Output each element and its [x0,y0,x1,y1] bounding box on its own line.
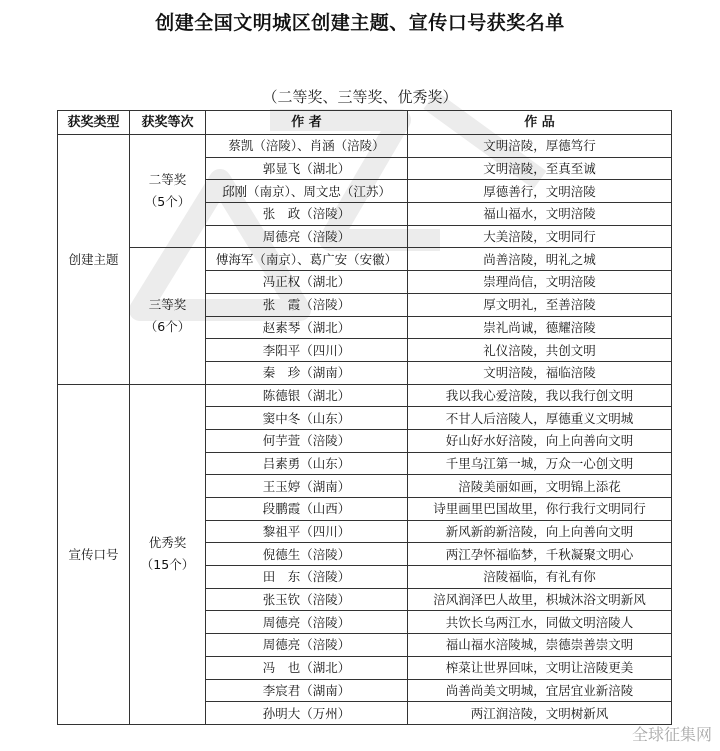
work-cell: 福山福水，文明涪陵 [408,203,672,226]
work-cell: 文明涪陵，至真至诚 [408,157,672,180]
header-award-grade: 获奖等次 [130,111,206,135]
author-cell: 郭显飞（湖北） [206,157,408,180]
author-cell: 周德亮（涪陵） [206,225,408,248]
work-cell: 千里乌江第一城，万众一心创文明 [408,452,672,475]
author-cell: 黎祖平（四川） [206,520,408,543]
header-award-type: 获奖类型 [58,111,130,135]
table-row [58,135,672,158]
author-cell: 李阳平（四川） [206,339,408,362]
work-cell: 不甘人后涪陵人，厚德重义文明城 [408,407,672,430]
work-cell: 崇礼尚诚，德耀涪陵 [408,316,672,339]
award-table [57,110,672,725]
table-row [58,248,672,271]
group-theme: 创建主题 [58,135,130,385]
author-cell: 冯 也（湖北） [206,656,408,679]
author-cell: 李宸君（湖南） [206,679,408,702]
author-cell: 张玉钦（涪陵） [206,588,408,611]
grade-second [130,135,206,248]
grade-label: 二等奖 [148,172,187,188]
work-cell: 涪风润泽巴人故里，枳城沐浴文明新风 [408,588,672,611]
grade-count: （5个） [144,194,191,210]
author-cell: 王玉婷（湖南） [206,475,408,498]
author-cell: 周德亮（涪陵） [206,634,408,657]
grade-label: 三等奖 [148,297,187,312]
group-slogan: 宣传口号 [58,384,130,724]
author-cell: 倪德生（涪陵） [206,543,408,566]
table-row [58,384,672,407]
work-cell: 尚善涪陵，明礼之城 [408,248,672,271]
author-cell: 田 东（涪陵） [206,566,408,589]
author-cell: 陈德银（湖北） [206,384,408,407]
author-cell: 窦中冬（山东） [206,407,408,430]
author-cell: 邱刚（南京）、周文忠（江苏） [206,180,408,203]
work-cell: 文明涪陵，福临涪陵 [408,361,672,384]
author-cell: 段鹏霞（山西） [206,498,408,521]
author-cell: 周德亮（涪陵） [206,611,408,634]
work-cell: 我以我心爱涪陵，我以我行创文明 [408,384,672,407]
work-cell: 涪陵美丽如画，文明锦上添花 [408,475,672,498]
grade-count: （15个） [140,557,195,573]
page-subtitle: （二等奖、三等奖、优秀奖） [262,88,458,106]
work-cell: 福山福水涪陵城，崇德崇善崇文明 [408,634,672,657]
table-header-row [58,111,672,135]
work-cell: 厚文明礼，至善涪陵 [408,293,672,316]
author-cell: 何芋萱（涪陵） [206,429,408,452]
site-watermark: 全球征集网 [631,725,712,744]
work-cell: 涪陵福临，有礼有你 [408,566,672,589]
author-cell: 赵素琴（湖北） [206,316,408,339]
grade-excellent [130,384,206,724]
author-cell: 张 霞（涪陵） [206,293,408,316]
work-cell: 尚善尚美文明城，宜居宜业新涪陵 [408,679,672,702]
work-cell: 文明涪陵，厚德笃行 [408,135,672,158]
work-cell: 好山好水好涪陵，向上向善向文明 [408,429,672,452]
page-title: 创建全国文明城区创建主题、宣传口号获奖名单 [155,12,565,34]
header-author: 作 者 [206,111,408,135]
grade-count: （6个） [144,319,191,334]
work-cell: 两江润涪陵，文明树新风 [408,702,672,725]
work-cell: 诗里画里巴国故里，你行我行文明同行 [408,498,672,521]
header-work: 作 品 [408,111,672,135]
work-cell: 新风新韵新涪陵，向上向善向文明 [408,520,672,543]
work-cell: 崇理尚信，文明涪陵 [408,271,672,294]
author-cell: 傅海军（南京）、葛广安（安徽） [206,248,408,271]
work-cell: 礼仪涪陵，共创文明 [408,339,672,362]
author-cell: 冯正权（湖北） [206,271,408,294]
author-cell: 孙明大（万州） [206,702,408,725]
work-cell: 榨菜让世界回味，文明让涪陵更美 [408,656,672,679]
work-cell: 大美涪陵，文明同行 [408,225,672,248]
work-cell: 两江孕怀福临梦，千秋凝聚文明心 [408,543,672,566]
author-cell: 秦 珍（湖南） [206,361,408,384]
work-cell: 厚德善行，文明涪陵 [408,180,672,203]
author-cell: 张 政（涪陵） [206,203,408,226]
author-cell: 吕素勇（山东） [206,452,408,475]
author-cell: 蔡凯（涪陵）、肖涵（涪陵） [206,135,408,158]
work-cell: 共饮长乌两江水，同做文明涪陵人 [408,611,672,634]
grade-third [130,248,206,384]
grade-label: 优秀奖 [148,535,187,551]
